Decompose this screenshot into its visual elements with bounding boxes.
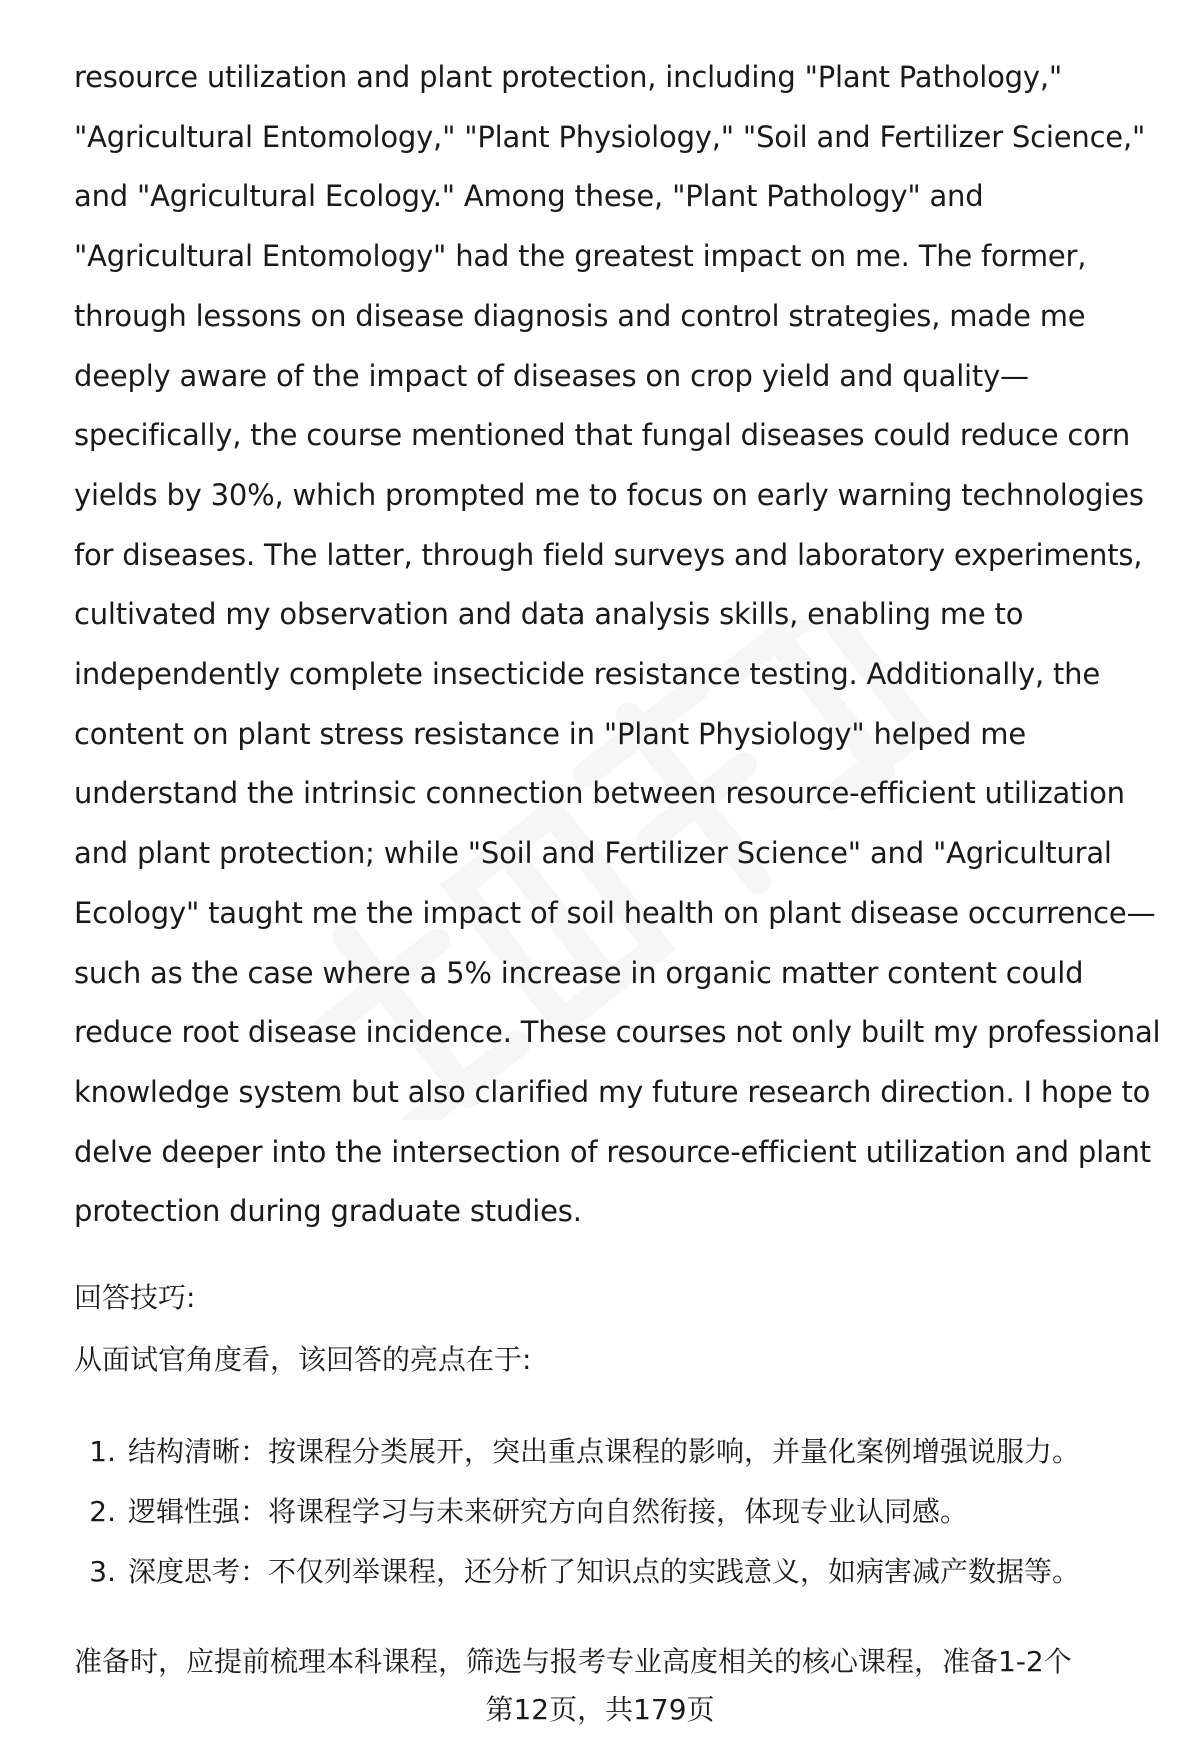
paragraph-line: specifically, the course mentioned that fungal diseases could reduce corn xyxy=(74,418,1131,453)
paragraph-line: deeply aware of the impact of diseases on crop yield and quality— xyxy=(74,358,1029,393)
paragraph-line: for diseases. The latter, through field surveys and laboratory experiments, xyxy=(74,537,1143,572)
paragraph-line: such as the case where a 5% increase in organic matter content could xyxy=(74,955,1084,990)
paragraph-line: content on plant stress resistance in "Plant Physiology" helped me xyxy=(74,716,1026,751)
paragraph-line: protection during graduate studies. xyxy=(74,1194,582,1229)
list-item-text: 逻辑性强：将课程学习与未来研究方向自然衔接，体现专业认同感。 xyxy=(128,1495,969,1528)
paragraph-line: independently complete insecticide resistance testing. Additionally, the xyxy=(74,657,1100,692)
page-number-footer: 第12页，共179页 xyxy=(485,1693,715,1726)
list-item xyxy=(74,1492,1174,1552)
tips-heading: 回答技巧: xyxy=(74,1281,196,1314)
list-item xyxy=(74,1432,1174,1492)
paragraph-line: reduce root disease incidence. These courses not only built my professional xyxy=(74,1015,1161,1050)
paragraph-line: Ecology" taught me the impact of soil health on plant disease occurrence— xyxy=(74,895,1156,930)
paragraph-line: through lessons on disease diagnosis and control strategies, made me xyxy=(74,298,1086,333)
paragraph-line: delve deeper into the intersection of resource-efficient utilization and plant xyxy=(74,1134,1151,1169)
paragraph-line: and plant protection; while "Soil and Fertilizer Science" and "Agricultural xyxy=(74,836,1112,871)
paragraph-line: "Agricultural Entomology" had the greatest impact on me. The former, xyxy=(74,239,1087,274)
paragraph-line: and "Agricultural Ecology." Among these, "Plant Pathology" and xyxy=(74,179,984,214)
paragraph-line: "Agricultural Entomology," "Plant Physiology," "Soil and Fertilizer Science," xyxy=(74,119,1146,154)
tips-intro: 从面试官角度看，该回答的亮点在于: xyxy=(74,1343,532,1376)
list-item-number: 1. xyxy=(89,1435,116,1468)
paragraph-line: yields by 30%, which prompted me to focus on early warning technologies xyxy=(74,477,1144,512)
list-item-text: 结构清晰：按课程分类展开，突出重点课程的影响，并量化案例增强说服力。 xyxy=(128,1435,1081,1468)
paragraph-line: understand the intrinsic connection between resource-efficient utilization xyxy=(74,776,1125,811)
paragraph-line: resource utilization and plant protection, including "Plant Pathology," xyxy=(74,60,1062,94)
list-item-number: 3. xyxy=(89,1555,116,1588)
list-item-text: 深度思考：不仅列举课程，还分析了知识点的实践意义，如病害减产数据等。 xyxy=(128,1555,1081,1588)
list-item xyxy=(74,1552,1174,1612)
tips-list xyxy=(74,1432,1174,1612)
answer-paragraph xyxy=(74,48,1161,1242)
paragraph-line: cultivated my observation and data analysis skills, enabling me to xyxy=(74,597,1024,632)
paragraph-line: knowledge system but also clarified my future research direction. I hope to xyxy=(74,1074,1151,1109)
list-item-number: 2. xyxy=(89,1495,116,1528)
tips-closing-text: 准备时，应提前梳理本科课程，筛选与报考专业高度相关的核心课程，准备1-2个 xyxy=(74,1645,1072,1678)
